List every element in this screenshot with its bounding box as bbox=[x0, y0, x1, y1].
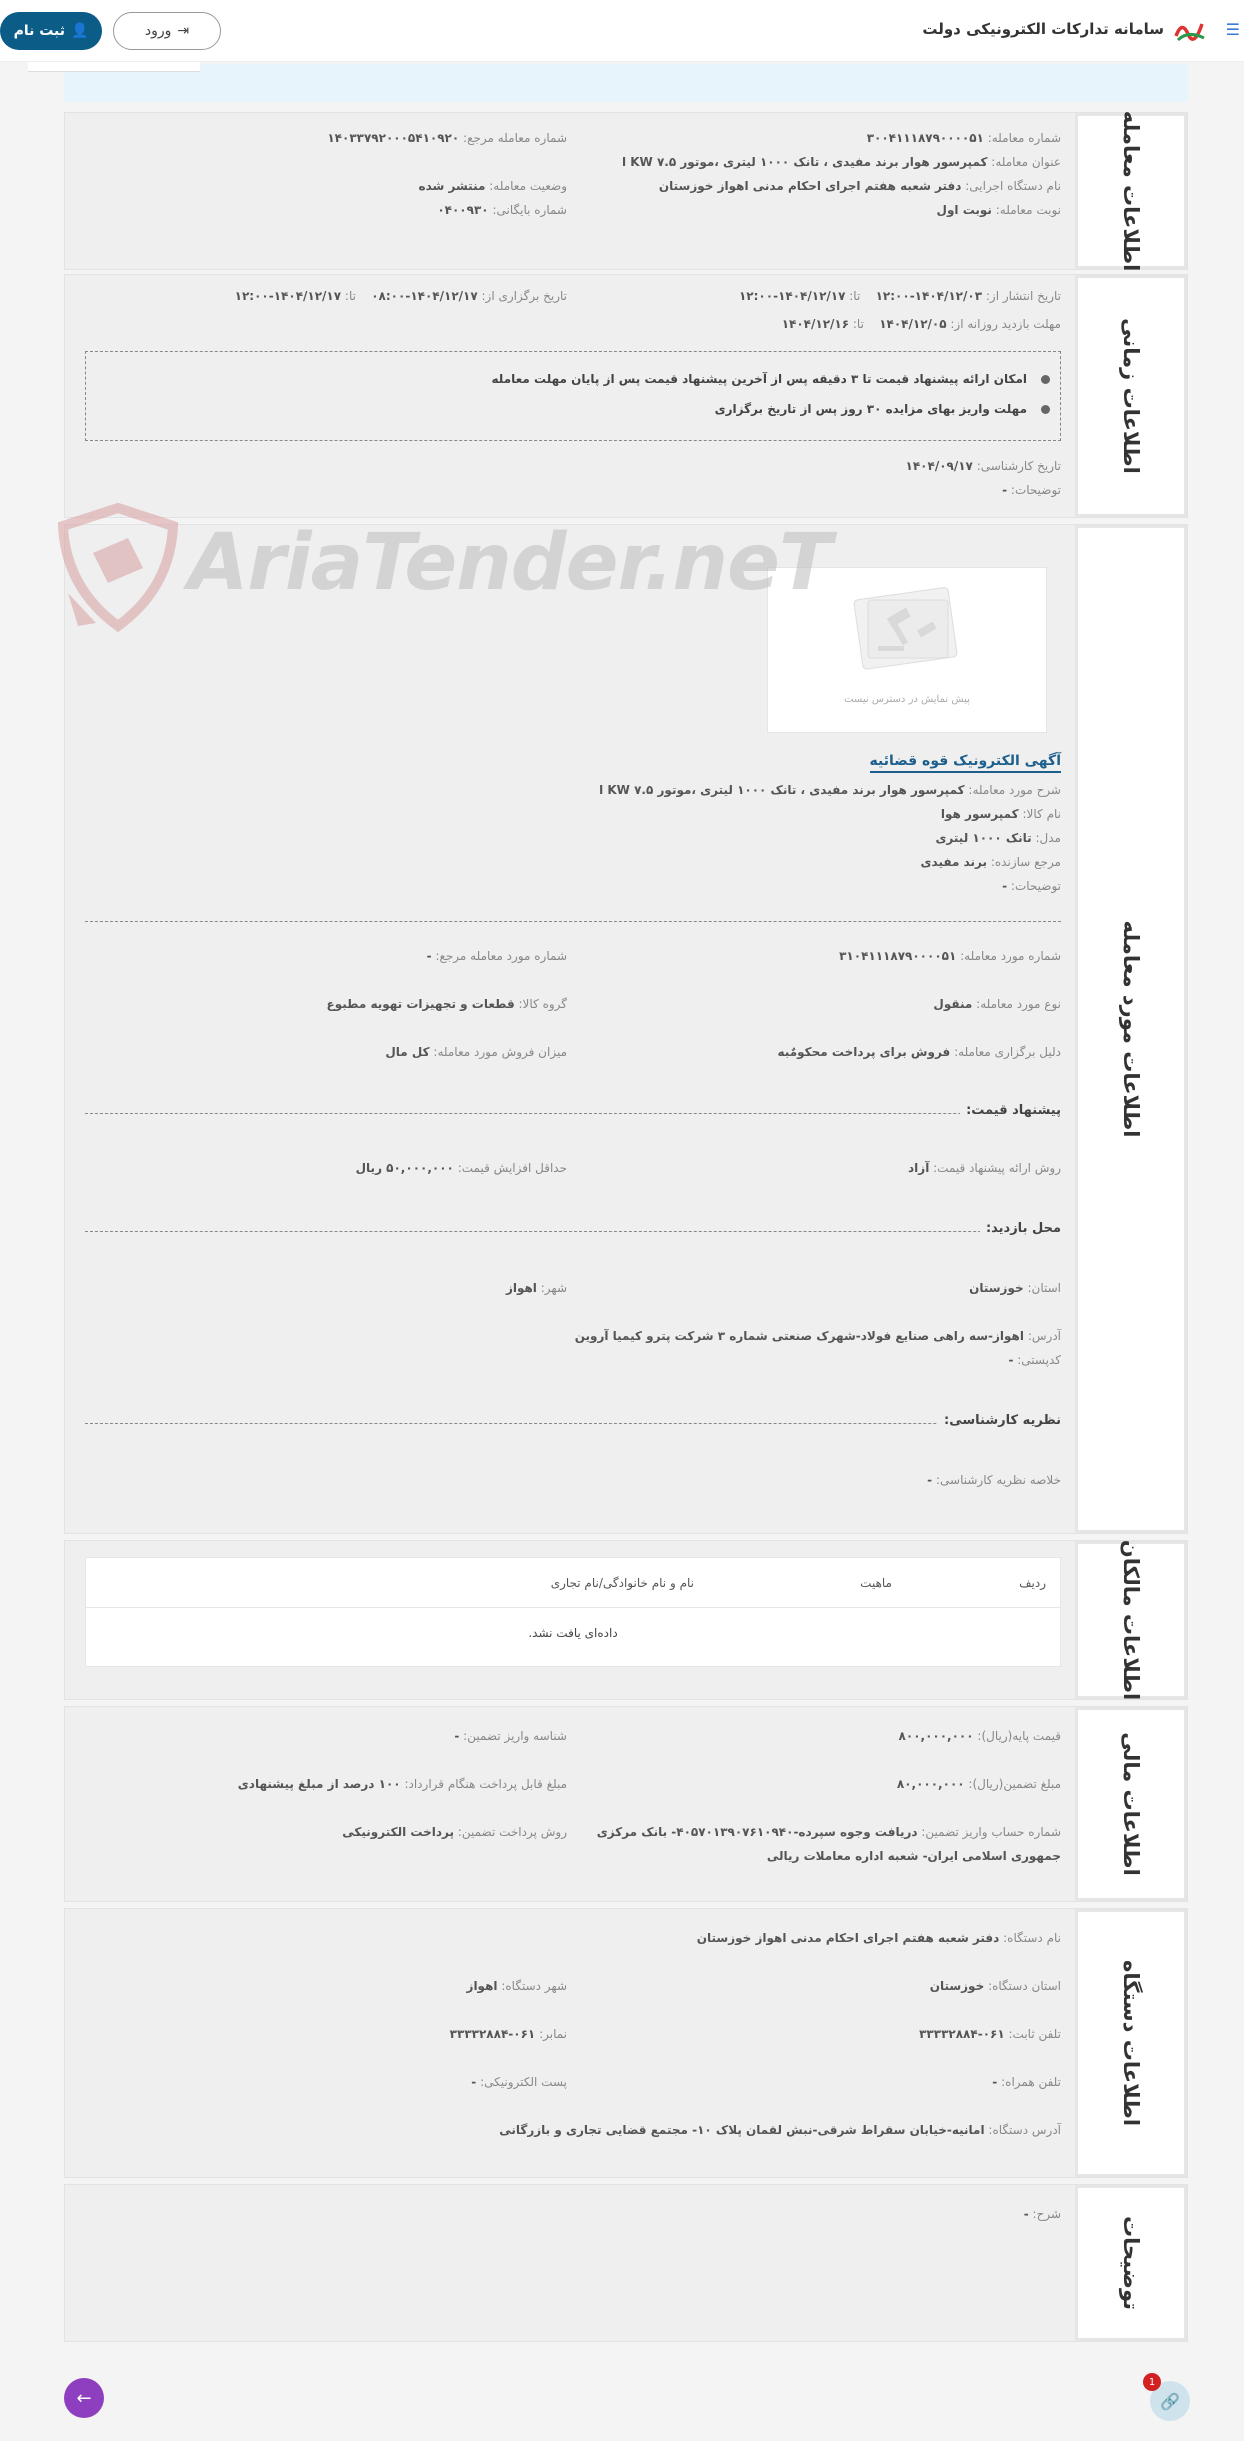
expert-title: نظریه کارشناسی: bbox=[938, 1413, 1061, 1428]
site-title: سامانه تدارکات الکترونیکی دولت bbox=[922, 20, 1164, 38]
menu-icon[interactable]: ☰ bbox=[1225, 20, 1240, 39]
executor-field: نام دستگاه اجرایی: دفتر شعبه هفتم اجرای احکام مدنی اهواز خوزستان bbox=[658, 179, 1061, 193]
sale-amount-field: میزان فروش مورد معامله: کل مال bbox=[385, 1045, 567, 1059]
org-fax-field: نمابر: ۰۶۱-۳۳۳۳۲۸۸۴ bbox=[449, 2027, 567, 2041]
owners-table bbox=[85, 1557, 1061, 1667]
offer-method-field: روش ارائه پیشنهاد قیمت: آزاد bbox=[908, 1161, 1061, 1175]
deal-turn-field: نوبت معامله: نوبت اول bbox=[936, 203, 1061, 217]
col-type: ماهیت bbox=[860, 1576, 892, 1590]
owners-title: اطلاعات مالکان bbox=[1119, 1539, 1143, 1701]
deal-title-field: عنوان معامله: کمپرسور هوار برند مفیدی ، تانک ۱۰۰۰ لیتری ،موتور ۷.۵ KW ا bbox=[621, 155, 1061, 169]
time-info-label-col bbox=[1075, 275, 1187, 517]
ad-title-link[interactable]: آگهی الکترونیک قوه قضائیه bbox=[870, 753, 1062, 773]
notes-box bbox=[85, 351, 1061, 441]
org-mobile-field: تلفن همراه: - bbox=[992, 2075, 1061, 2089]
arrow-left-icon: ← bbox=[76, 2387, 92, 2409]
org-address-field: آدرس دستگاه: امانیه-خیابان سقراط شرقی-نبش لقمان پلاک ۱۰- مجتمع قضایی تجاری و بازرگانی bbox=[499, 2123, 1061, 2137]
desc-title: توضیحات bbox=[1119, 2215, 1143, 2311]
guarantee-amount-field: مبلغ تضمین(ریال): ۸۰,۰۰۰,۰۰۰ bbox=[896, 1777, 1061, 1791]
watermark-text: AriaTender.neT bbox=[188, 518, 832, 608]
paperclip-icon: 🔗 bbox=[1160, 2391, 1180, 2411]
add-user-icon: 👤 bbox=[71, 23, 89, 39]
finance-label-col bbox=[1075, 1707, 1187, 1901]
min-increase-field: حداقل افزایش قیمت: ۵۰,۰۰۰,۰۰۰ ریال bbox=[355, 1161, 567, 1175]
hold-date-field: تاریخ برگزاری از: ۱۴۰۴/۱۲/۱۷-۰۸:۰۰ تا: ۱۴۰۴/۱۲/۱۷-۱۲:۰۰ bbox=[234, 289, 567, 303]
info-strip bbox=[64, 64, 1188, 102]
register-label: ثبت نام bbox=[13, 23, 66, 39]
divider-visit bbox=[85, 1231, 1061, 1232]
base-price-field: قیمت پایه(ریال): ۸۰۰,۰۰۰,۰۰۰ bbox=[898, 1729, 1061, 1743]
watermark-shield-icon bbox=[48, 498, 188, 638]
desc-section bbox=[64, 2184, 1188, 2342]
desc-field: شرح: - bbox=[1023, 2207, 1061, 2221]
note-payment-deadline: مهلت واریز بهای مزایده ۳۰ روز پس از تاریخ برگزاری bbox=[715, 402, 1050, 416]
visit-address-field: آدرس: اهواز-سه راهی صنایع فولاد-شهرک صنعتی شماره ۳ شرکت پترو کیمیا آروین bbox=[574, 1329, 1061, 1343]
col-row: ردیف bbox=[1019, 1576, 1046, 1590]
login-label: ورود bbox=[144, 23, 172, 39]
login-button[interactable] bbox=[113, 12, 221, 50]
deal-ref-number-field: شماره معامله مرجع: ۱۴۰۳۳۷۹۲۰۰۰۵۴۱۰۹۲۰ bbox=[327, 131, 567, 145]
deal-status-field: وضعیت معامله: منتشر شده bbox=[418, 179, 567, 193]
desc-label-col bbox=[1075, 2185, 1187, 2341]
pay-method-field: روش پرداخت تضمین: پرداخت الکترونیکی bbox=[342, 1825, 567, 1839]
org-phone-field: تلفن ثابت: ۰۶۱-۳۳۳۳۲۸۸۴ bbox=[919, 2027, 1061, 2041]
city-field: شهر: اهواز bbox=[505, 1281, 567, 1295]
time-info-section bbox=[64, 274, 1188, 518]
item-info-section bbox=[64, 524, 1188, 1534]
org-province-field: استان دستگاه: خوزستان bbox=[929, 1979, 1061, 1993]
item-number-field: شماره مورد معامله: ۳۱۰۴۱۱۱۸۷۹۰۰۰۰۵۱ bbox=[839, 949, 1061, 963]
gavel-image-icon bbox=[848, 578, 968, 678]
top-header bbox=[0, 0, 1244, 62]
price-offer-title: پیشنهاد قیمت: bbox=[960, 1103, 1061, 1118]
divider-1 bbox=[85, 921, 1061, 922]
owners-section bbox=[64, 1540, 1188, 1700]
org-title: اطلاعات دستگاه bbox=[1119, 1959, 1143, 2127]
finance-title: اطلاعات مالی bbox=[1119, 1732, 1143, 1876]
province-field: استان: خوزستان bbox=[969, 1281, 1061, 1295]
item-info-title: اطلاعات مورد معامله bbox=[1119, 920, 1143, 1138]
postal-code-field: کدپستی: - bbox=[1008, 1353, 1061, 1367]
image-placeholder-text: پیش نمایش در دسترس نیست bbox=[844, 694, 970, 705]
item-ref-field: شماره مورد معامله مرجع: - bbox=[426, 949, 567, 963]
site-logo[interactable] bbox=[1172, 16, 1208, 46]
expert-date-field: تاریخ کارشناسی: ۱۴۰۴/۰۹/۱۷ bbox=[905, 459, 1061, 473]
expert-summary-field: خلاصه نظریه کارشناسی: - bbox=[927, 1473, 1061, 1487]
owners-empty-text: داده‌ای یافت نشد. bbox=[528, 1626, 618, 1640]
archive-number-field: شماره بایگانی: ۰۴۰۰۹۳۰ bbox=[437, 203, 567, 217]
visit-deadline-field: مهلت بازدید روزانه از: ۱۴۰۴/۱۲/۰۵ تا: ۱۴۰۴/۱۲/۱۶ bbox=[781, 317, 1061, 331]
org-section bbox=[64, 1908, 1188, 2178]
attachments-badge: 1 bbox=[1143, 2373, 1161, 2391]
time-info-title: اطلاعات زمانی bbox=[1119, 318, 1143, 474]
deal-number-field: شماره معامله: ۳۰۰۴۱۱۱۸۷۹۰۰۰۰۵۱ bbox=[866, 131, 1061, 145]
deal-info-title: اطلاعات معامله bbox=[1119, 110, 1143, 272]
item-info-label-col bbox=[1075, 525, 1187, 1533]
maker-field: مرجع سازنده: برند مفیدی bbox=[920, 855, 1061, 869]
org-email-field: پست الکترونیکی: - bbox=[471, 2075, 567, 2089]
reason-field: دلیل برگزاری معامله: فروش برای پرداخت محکومٌبه bbox=[777, 1045, 1061, 1059]
owners-table-header bbox=[86, 1558, 1060, 1608]
item-desc-field: شرح مورد معامله: کمپرسور هوار برند مفیدی ، تانک ۱۰۰۰ لیتری ،موتور ۷.۵ KW ا bbox=[599, 783, 1061, 797]
goods-group-field: گروه کالا: قطعات و تجهیزات تهویه مطبوع bbox=[326, 997, 567, 1011]
deal-info-section bbox=[64, 112, 1188, 270]
item-type-field: نوع مورد معامله: منقول bbox=[933, 997, 1061, 1011]
guarantee-id-field: شناسه واریز تضمین: - bbox=[454, 1729, 567, 1743]
org-label-col bbox=[1075, 1909, 1187, 2177]
col-name: نام و نام خانوادگی/نام تجاری bbox=[550, 1576, 694, 1590]
model-field: مدل: تانک ۱۰۰۰ لیتری bbox=[935, 831, 1061, 845]
watermark-logo bbox=[48, 498, 832, 638]
account-field: شماره حساب واریز تضمین: دریافت وجوه سپرده-۴۰۵۷۰۱۳۹۰۷۶۱۰۹۴۰- بانک مرکزی bbox=[596, 1825, 1061, 1839]
deal-info-label-col bbox=[1075, 110, 1187, 272]
divider-expert bbox=[85, 1423, 1061, 1424]
dropdown-stub bbox=[28, 62, 200, 72]
org-name-field: نام دستگاه: دفتر شعبه هفتم اجرای احکام مدنی اهواز خوزستان bbox=[696, 1931, 1061, 1945]
divider-price bbox=[85, 1113, 1061, 1114]
payable-field: مبلغ قابل پرداخت هنگام قرارداد: ۱۰۰ درصد از مبلغ پیشنهادی bbox=[237, 1777, 567, 1791]
time-desc-field: توضیحات: - bbox=[1002, 483, 1061, 497]
account-field-line2: جمهوری اسلامی ایران- شعبه اداره معاملات ریالی bbox=[766, 1849, 1061, 1863]
org-city-field: شهر دستگاه: اهواز bbox=[466, 1979, 567, 1993]
finance-section bbox=[64, 1706, 1188, 1902]
login-icon: ⇥ bbox=[177, 23, 190, 39]
register-button[interactable] bbox=[0, 12, 102, 50]
back-button[interactable] bbox=[64, 2378, 104, 2418]
owners-label-col bbox=[1075, 1541, 1187, 1699]
note-bid-extension: امکان ارائه پیشنهاد قیمت تا ۳ دقیقه پس از آخرین پیشنهاد قیمت پس از پایان مهلت معامله bbox=[492, 372, 1050, 386]
visit-place-title: محل بازدید: bbox=[980, 1221, 1061, 1236]
item-notes-field: توضیحات: - bbox=[1002, 879, 1061, 893]
goods-name-field: نام کالا: کمپرسور هوا bbox=[940, 807, 1061, 821]
publish-date-field: تاریخ انتشار از: ۱۴۰۴/۱۲/۰۳-۱۲:۰۰ تا: ۱۴۰۴/۱۲/۱۷-۱۲:۰۰ bbox=[738, 289, 1061, 303]
